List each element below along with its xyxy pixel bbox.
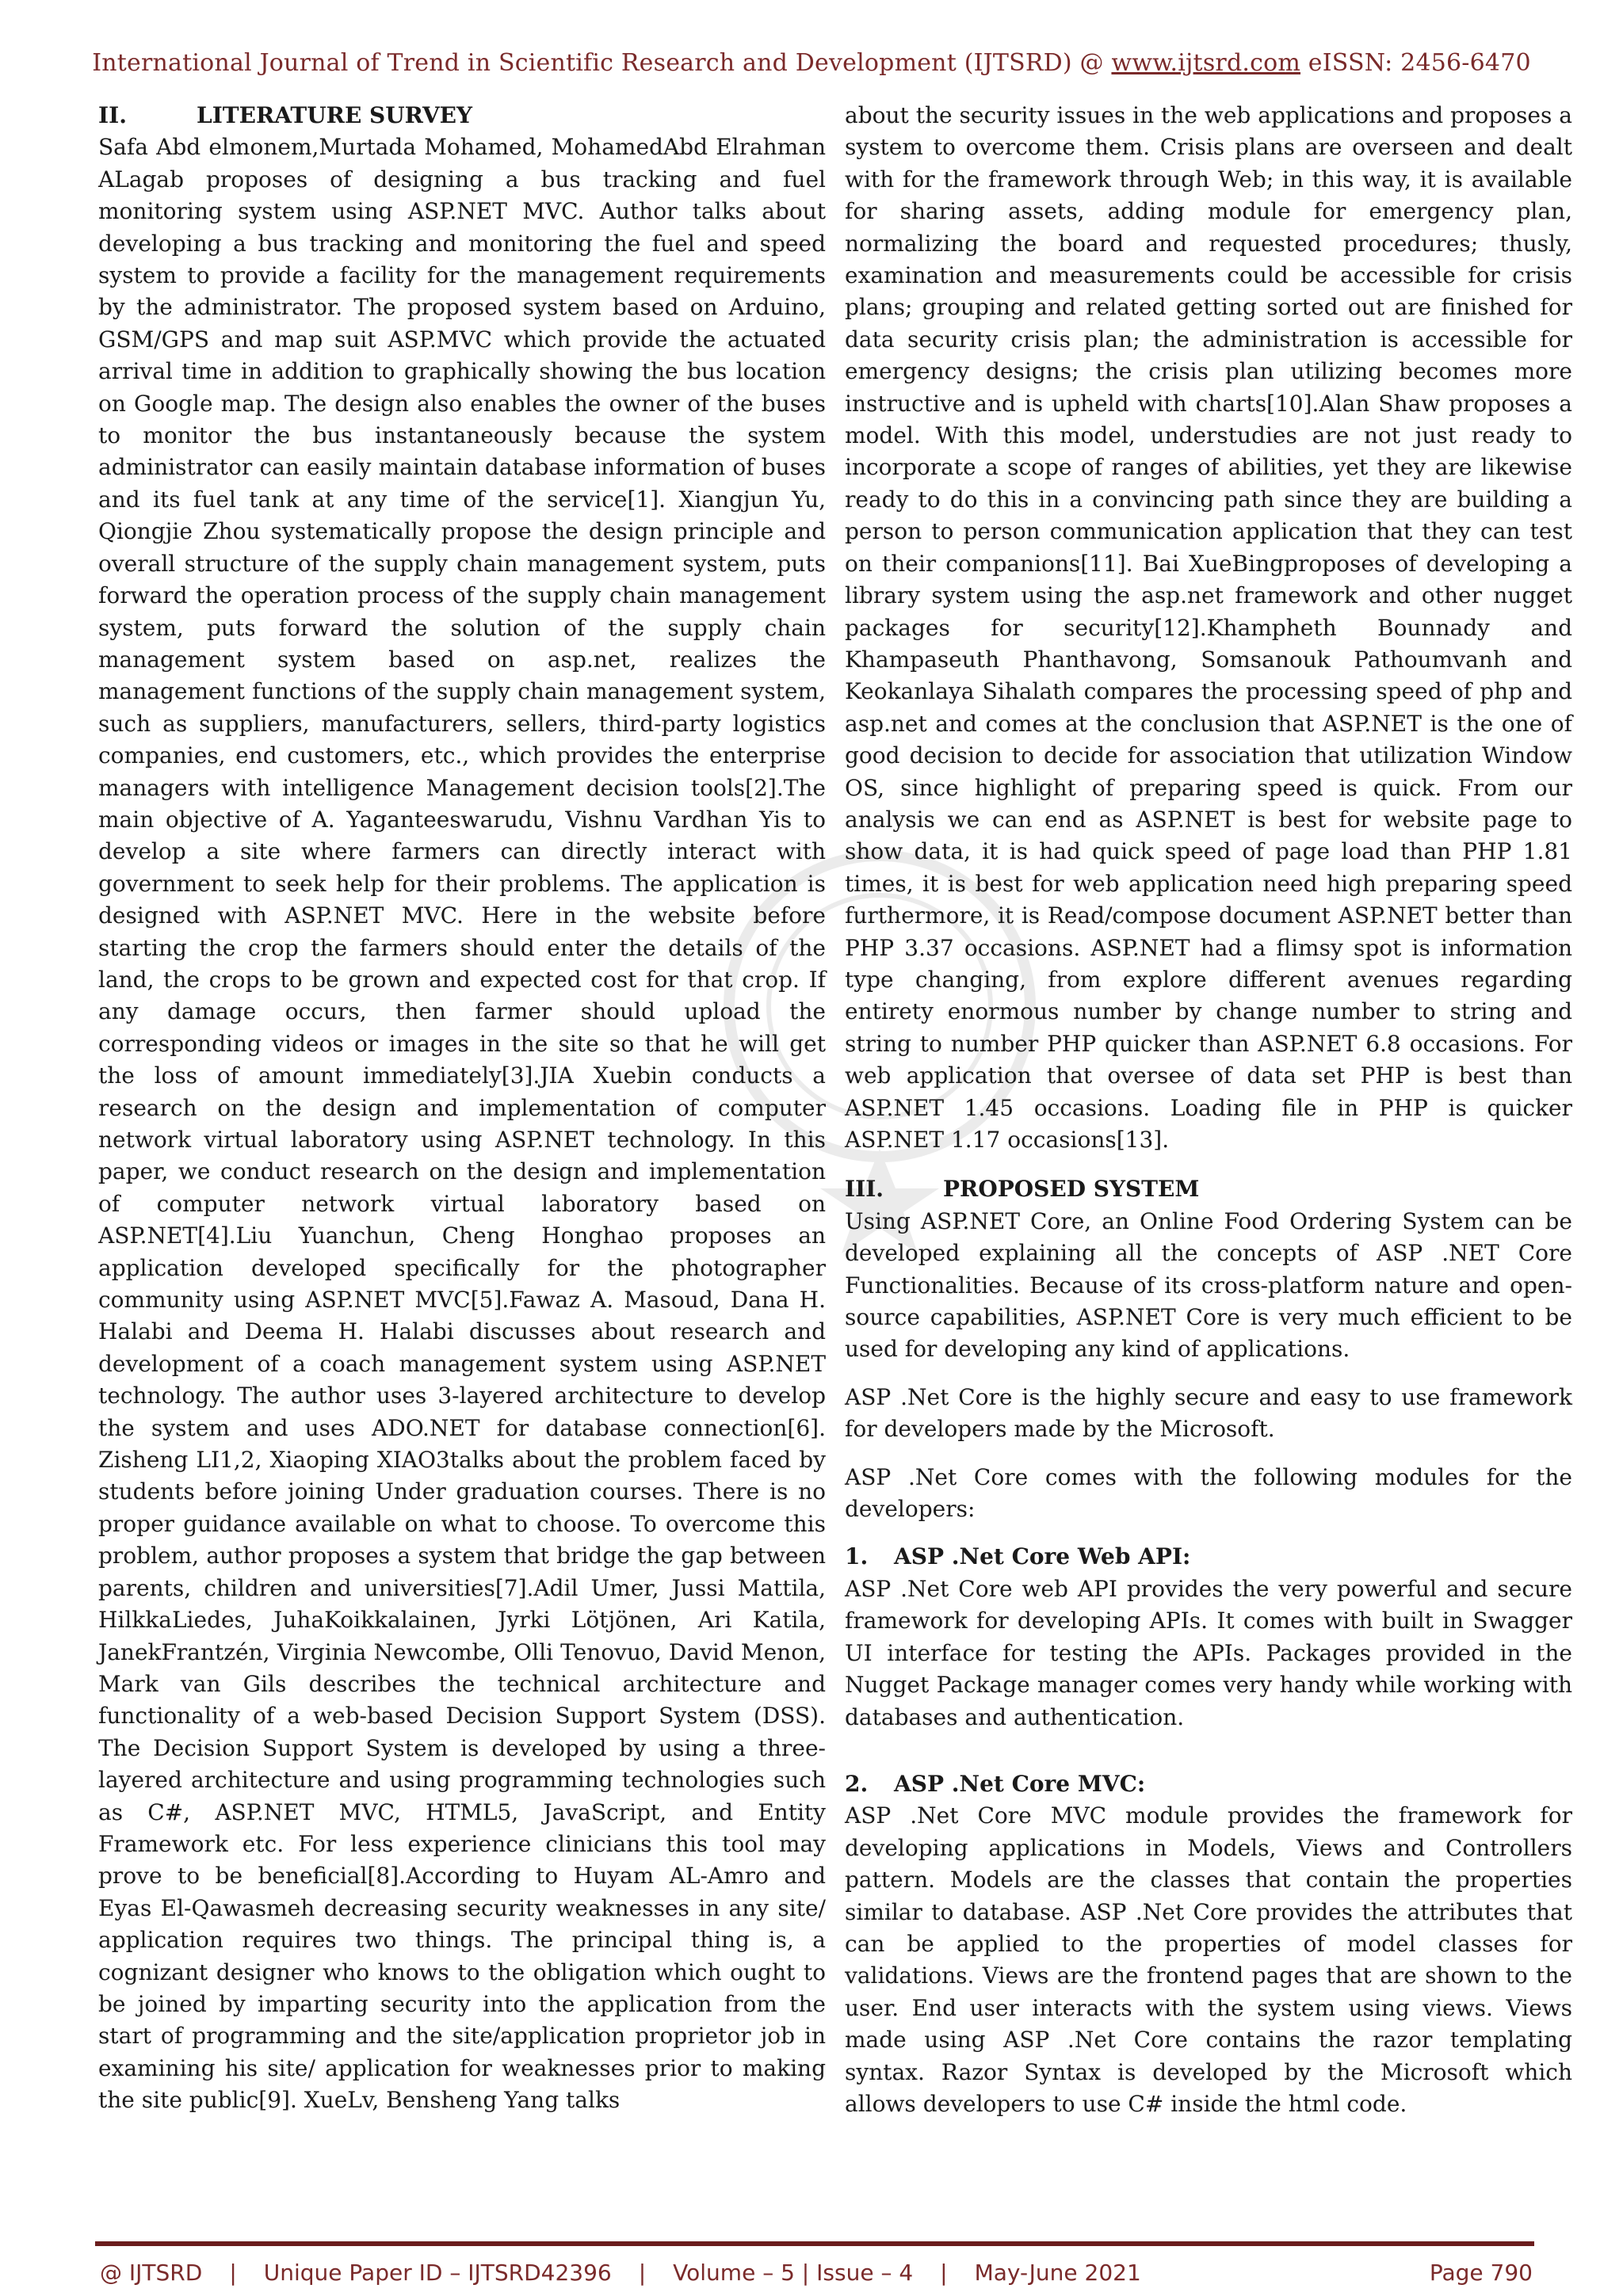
footer-separator: | <box>940 2260 948 2286</box>
footer-date: May-June 2021 <box>974 2260 1141 2286</box>
subheading-title: ASP .Net Core MVC: <box>894 1770 1146 1797</box>
proposed-paragraph-1: Using ASP.NET Core, an Online Food Ordering System can be developed explaining all the concepts of ASP .NET Core Functionalities. Because of its cross-platform nature and open-source capabilities, ASP.NET Core is very much efficient to be used for developing any kind of applications. <box>845 1207 1572 1363</box>
section-heading-literature-survey <box>98 100 826 132</box>
web-api-paragraph: ASP .Net Core web API provides the very powerful and secure framework for developing APIs. It comes with built in Swagger UI interface for testing the APIs. Packages provided in the Nugget Package manager comes very handy while working with databases and authentication. <box>845 1575 1572 1730</box>
mvc-paragraph: ASP .Net Core MVC module provides the framework for developing applications in Models, Views and Controllers pattern. Models are the classes that contain the properties similar to database. ASP .Net Core provides the attributes that can be applied to the properties of model classes for validations. Views are the frontend pages that are shown to the user. End user interacts with the system using views. Views made using ASP .Net Core contains the razor templating syntax. Razor Syntax is developed by the Microsoft which allows developers to use C# inside the html code. <box>845 1802 1572 2117</box>
section-title: PROPOSED SYSTEM <box>943 1176 1200 1203</box>
section-number: III. <box>845 1176 884 1203</box>
section-number: II. <box>98 102 127 128</box>
right-column <box>845 100 1572 2120</box>
footer-divider <box>95 2241 1534 2246</box>
journal-url-link[interactable]: www.ijtsrd.com <box>1111 49 1301 77</box>
proposed-paragraph-2: ASP .Net Core is the highly secure and easy to use framework for developers made by the Microsoft. <box>845 1383 1572 1443</box>
header-prefix: International Journal of Trend in Scientific Research and Development (IJTSRD) @ <box>92 49 1112 77</box>
section-heading-proposed-system <box>845 1173 1572 1205</box>
footer-paper-id: Unique Paper ID – IJTSRD42396 <box>263 2260 612 2286</box>
subheading-number: 2. <box>845 1770 869 1797</box>
literature-survey-paragraph: Safa Abd elmonem,Murtada Mohamed, MohamedAbd Elrahman ALagab proposes of designing a bus tracking and fuel monitoring system using ASP.NET MVC. Author talks about developing a bus tracking and monitoring the fuel and speed system to provide a facility for the management requirements by the administrator. The proposed system based on Arduino, GSM/GPS and map suit ASP.MVC which provide the actuated arrival time in addition to graphically showing the bus location on Google map. The design also enables the owner of the buses to monitor the bus instantaneously because the system administrator can easily maintain database information of buses and its fuel tank at any time of the service[1]. Xiangjun Yu, Qiongjie Zhou systematically propose the design principle and overall structure of the supply chain management system, puts forward the operation process of the supply chain management system, puts forward the solution of the supply chain management system based on asp.net, realizes the management functions of the supply chain management system, such as suppliers, manufacturers, sellers, third-party logistics companies, end customers, etc., which provides the enterprise managers with intelligence Management decision tools[2].The main objective of A. Yaganteeswarudu, Vishnu Vardhan Yis to develop a site where farmers can directly interact with government to seek help for their problems. The application is designed with ASP.NET MVC. Here in the website before starting the crop the farmers should enter the details of the land, the crops to be grown and expected cost for that crop. If any damage occurs, then farmer should upload the corresponding videos or images in the site so that he will get the loss of amount immediately[3].JIA Xuebin conducts a research on the design and implementation of computer network virtual laboratory using ASP.NET technology. In this paper, we conduct research on the design and implementation of computer network virtual laboratory based on ASP.NET[4].Liu Yuanchun, Cheng Honghao proposes an application developed specifically for the photographer community using ASP.NET MVC[5].Fawaz A. Masoud, Dana H. Halabi and Deema H. Halabi discusses about research and development of a coach management system using ASP.NET technology. The author uses 3-layered architecture to develop the system and uses ADO.NET for database connection[6]. Zisheng LI1,2, Xiaoping XIAO3talks about the problem faced by students before joining Under graduation courses. There is no proper guidance available on what to choose. To overcome this problem, author proposes a system that bridge the gap between parents, children and universities[7].Adil Umer, Jussi Mattila, HilkkaLiedes, JuhaKoikkalainen, Jyrki Lötjönen, Ari Katila, JanekFrantzén, Virginia Newcombe, Olli Tenovuo, David Menon, Mark van Gils describes the technical architecture and functionality of a web-based Decision Support System (DSS). The Decision Support System is developed by using a three-layered architecture and using programming technologies such as C#, ASP.NET MVC, HTML5, JavaScript, and Entity Framework etc. For less experience clinicians this tool may prove to be beneficial[8].According to Huyam AL-Amro and Eyas El-Qawasmeh decreasing security weaknesses in any site/ application requires two things. The principal thing is, a cognizant designer who knows to the obligation which ought to be joined by imparting security into the application from the start of programming and the site/application proprietor job in examining his site/ application for weaknesses prior to making the site public[9]. XueLv, Bensheng Yang talks <box>98 134 826 2114</box>
footer-brand: @ IJTSRD <box>100 2260 203 2286</box>
subheading-number: 1. <box>845 1543 869 1570</box>
running-header <box>0 49 1623 77</box>
header-issn: eISSN: 2456-6470 <box>1300 49 1531 77</box>
subheading-web-api <box>845 1541 1572 1573</box>
footer-separator: | <box>638 2260 647 2286</box>
literature-survey-continuation: about the security issues in the web applications and proposes a system to overcome them. Crisis plans are overseen and dealt with for the framework through Web; in this way, it is available for sharing assets, adding module for emergency plan, normalizing the board and requested procedures; thusly, examination and measurements could be accessible for crisis plans; grouping and related getting sorted out are finished for data security crisis plan; the administration is accessible for emergency designs; the crisis plan utilizing becomes more instructive and is upheld with charts[10].Alan Shaw proposes a model. With this model, understudies are not just ready to incorporate a scope of ranges of abilities, yet they are likewise ready to do this in a convincing path since they are building a person to person communication application that they can test on their companions[11]. Bai XueBingproposes of developing a library system using the asp.net framework and other nugget packages for security[12].Khampheth Bounnady and Khampaseuth Phanthavong, Somsanouk Pathoumvanh and Keokanlaya Sihalath compares the processing speed of php and asp.net and comes at the conclusion that ASP.NET is the one of good decision to decide for association that utilization Window OS, since highlight of preparing speed is quick. From our analysis we can end as ASP.NET is best for website page to show data, it is had quick speed of page load than PHP 1.81 times, it is best for web application need high preparing speed furthermore, it is Read/compose document ASP.NET better than PHP 3.37 occasions. ASP.NET had a flimsy spot is information type changing, from explore different avenues regarding entirety enormous number by change number to string and string to number PHP quicker than ASP.NET 6.8 occasions. For web application that oversee of data set PHP is best than ASP.NET 1.45 occasions. Loading file in PHP is quicker ASP.NET 1.17 occasions[13]. <box>845 102 1572 1153</box>
section-title: LITERATURE SURVEY <box>197 102 473 128</box>
page-footer <box>100 2260 1533 2286</box>
footer-page-number: Page 790 <box>1429 2260 1533 2286</box>
footer-separator: | <box>229 2260 237 2286</box>
footer-volume-issue: Volume – 5 | Issue – 4 <box>673 2260 914 2286</box>
subheading-mvc <box>845 1768 1572 1800</box>
subheading-title: ASP .Net Core Web API: <box>894 1543 1191 1570</box>
left-column <box>98 100 826 2117</box>
proposed-paragraph-3: ASP .Net Core comes with the following modules for the developers: <box>845 1463 1572 1523</box>
